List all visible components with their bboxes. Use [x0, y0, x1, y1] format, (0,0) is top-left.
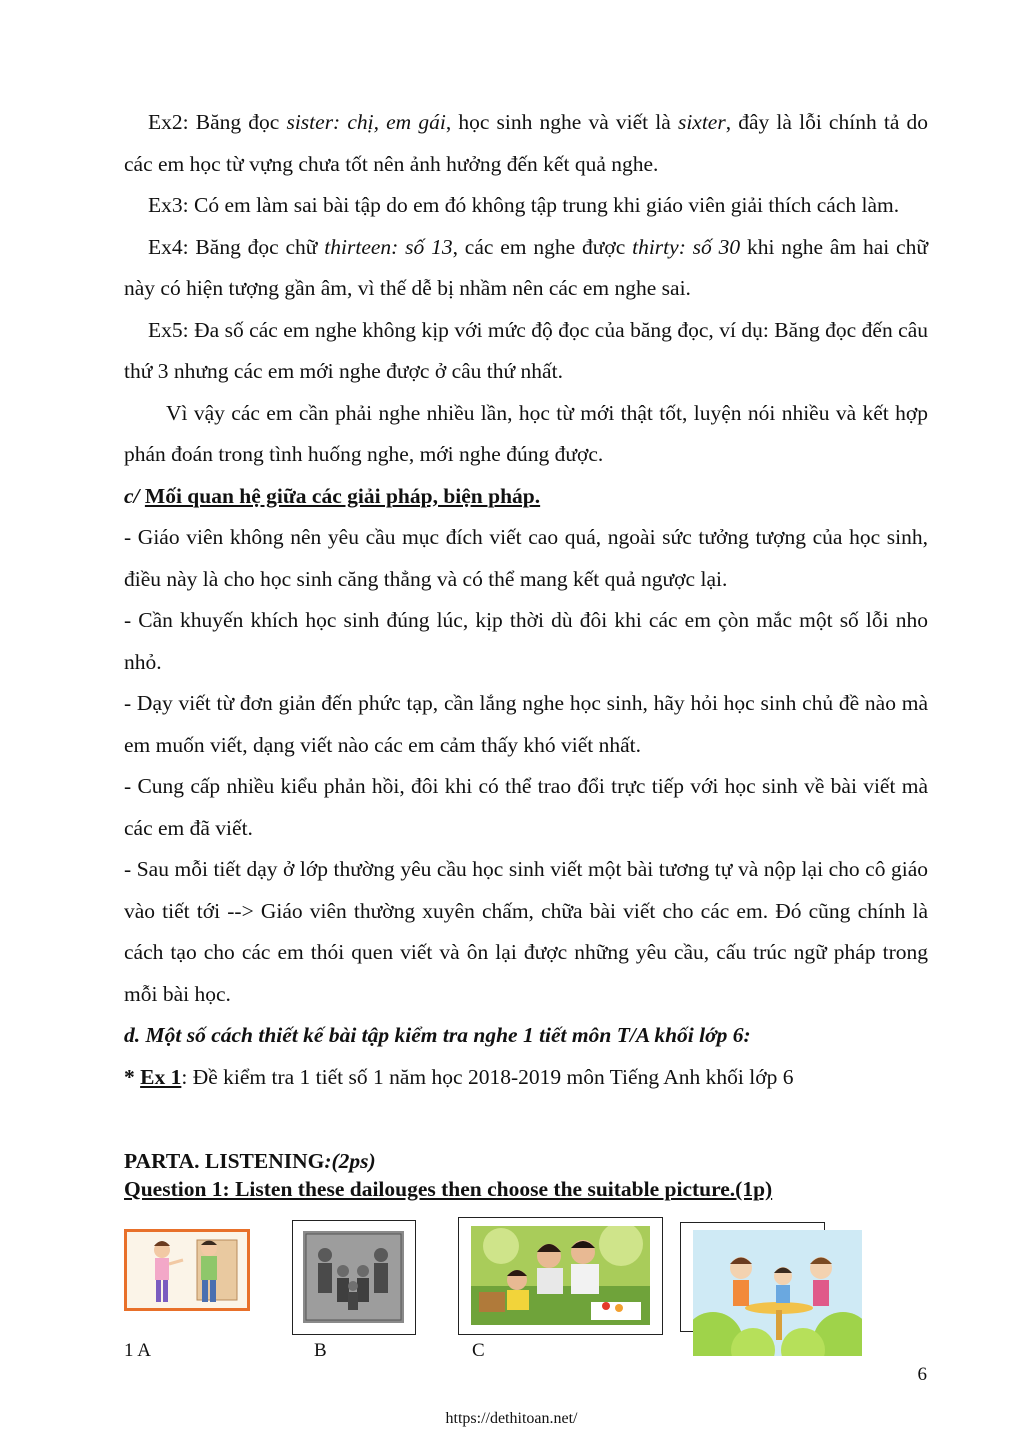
footer-url[interactable]: https://dethitoan.net/ — [445, 1410, 578, 1427]
picture-label-b: B — [314, 1340, 327, 1361]
family-illustration — [303, 1231, 404, 1323]
people-greeting-illustration — [127, 1232, 247, 1308]
paragraph-ex3: Ex3: Có em làm sai bài tập do em đó không tập trung khi giáo viên giải thích cách làm. — [148, 193, 900, 217]
part-a-heading: PARTA. LISTENING:(2ps) — [124, 1149, 376, 1173]
paragraph-conclusion: Vì vậy các em cần phải nghe nhiều lần, học từ mới thật tốt, luyện nói nhiều và kết hợp phán đoán trong tình huống nghe, mới nghe đúng được. — [124, 400, 928, 466]
page-number: 6 — [917, 1364, 927, 1385]
picture-label-1a: 1 A — [124, 1340, 151, 1361]
paragraph-ex2: Ex2: Băng đọc sister: chị, em gái, học sinh nghe và viết là sixter, đây là lỗi chính tả do các em học từ vựng chưa tốt nên ảnh hưởng đến kết quả nghe. — [124, 110, 929, 176]
bullet-item: - Sau mỗi tiết dạy ở lớp thường yêu cầu học sinh viết một bài tương tự và nộp lại cho cô giáo vào tiết tới --> Giáo viên thường xuyên chấm, chữa bài viết cho các em. Đó cũng chính là cách tạo cho các em thói quen viết và ôn lại được những yêu cầu, cấu trúc ngữ pháp trong mỗi bài học. — [124, 857, 928, 1006]
picture-c-family-picnic — [458, 1217, 663, 1335]
paragraph-ex4: Ex4: Băng đọc chữ thirteen: số 13, các em nghe được thirty: số 30 khi nghe âm hai chữ này có hiện tượng gần âm, vì thế dễ bị nhầm nên các em nghe sai. — [124, 234, 928, 300]
picture-a-people-greeting — [124, 1229, 250, 1311]
section-c-heading: c/ Mối quan hệ giữa các giải pháp, biện pháp. — [124, 483, 541, 508]
picture-b-family-grayscale — [292, 1220, 416, 1335]
body-text — [124, 102, 928, 1098]
picture-label-c: C — [472, 1340, 485, 1361]
bullet-item: - Dạy viết từ đơn giản đến phức tạp, cần lắng nghe học sinh, hãy hỏi học sinh chủ đề nào mà em muốn viết, dạng viết nào các em cảm thấy khó viết nhất. — [124, 691, 928, 757]
children-table-illustration — [693, 1230, 862, 1356]
ex1-line: * Ex 1: Đề kiểm tra 1 tiết số 1 năm học 2018-2019 môn Tiếng Anh khối lớp 6 — [124, 1064, 794, 1089]
bullet-item: - Cần khuyến khích học sinh đúng lúc, kịp thời dù đôi khi các em çòn mắc một số lỗi nho nhỏ. — [124, 608, 928, 674]
bullet-item: - Cung cấp nhiều kiểu phản hồi, đôi khi có thể trao đổi trực tiếp với học sinh về bài viết mà các em đã viết. — [124, 774, 928, 840]
question-1-heading: Question 1: Listen these dailouges then choose the suitable picture.(1p) — [124, 1177, 773, 1201]
picture-d-children-table — [693, 1230, 862, 1356]
family-picnic-photo — [471, 1226, 650, 1325]
bullet-item: - Giáo viên không nên yêu cầu mục đích viết cao quá, ngoài sức tưởng tượng của học sinh, điều này là cho học sinh căng thẳng và có thể mang kết quả ngược lại. — [124, 525, 928, 591]
paragraph-ex5: Ex5: Đa số các em nghe không kịp với mức độ đọc của băng đọc, ví dụ: Băng đọc đến câu thứ 3 nhưng các em mới nghe được ở câu thứ nhất. — [124, 317, 928, 383]
section-d-heading: d. Một số cách thiết kế bài tập kiểm tra nghe 1 tiết môn T/A khối lớp 6: — [124, 1023, 751, 1047]
